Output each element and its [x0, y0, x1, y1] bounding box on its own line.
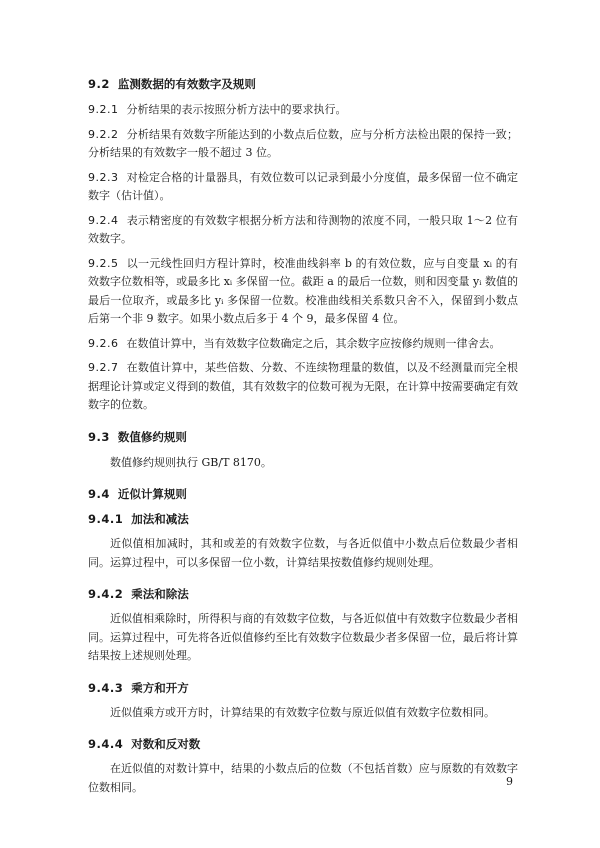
clause-number: 9.2.3	[88, 170, 119, 184]
section-heading-9-4	[88, 486, 518, 502]
clause-9-2-7	[88, 359, 518, 415]
clause-text: 表示精密度的有效数字根据分析方法和待测物的浓度不同，一般只取 1～2 位有效数字。	[88, 213, 518, 245]
clause-9-2-2	[88, 126, 518, 163]
subsection-body-9-4-1: 近似值相加减时，其和或差的有效数字位数，与各近似值中小数点后位数最少者相同。运算过程中，可以多保留一位小数，计算结果按数值修约规则处理。	[88, 537, 518, 569]
subsection-heading-9-4-3	[88, 680, 518, 696]
section-heading-9-2	[88, 76, 518, 92]
subsection-title: 加法和减法	[131, 512, 189, 526]
clause-text: 分析结果有效数字所能达到的小数点后位数，应与分析方法检出限的保持一致；分析结果的有效数字一般不超过 3 位。	[88, 127, 518, 159]
subsection-number: 9.4.1	[88, 512, 124, 526]
subsection-title: 乘方和开方	[131, 680, 189, 695]
clause-number: 9.2.7	[88, 361, 119, 374]
clause-number: 9.2.2	[88, 127, 119, 141]
clause-text: 在数值计算中，某些倍数、分数、不连续物理量的数值，以及不经测量而完全根据理论计算或定义得到的数值，其有效数字的位数可视为无限，在计算中按需要确定有效数字的位数。	[88, 361, 518, 411]
subsection-heading-9-4-1	[88, 511, 518, 527]
subsection-number: 9.4.3	[88, 680, 124, 695]
section-title: 数值修约规则	[117, 429, 187, 444]
clause-text: 在数值计算中，当有效数字位数确定之后，其余数字应按修约规则一律舍去。	[126, 336, 501, 350]
subsection-body-9-4-4: 在近似值的对数计算中，结果的小数点后的位数（不包括首数）应与原数的有效数字位数相同。	[88, 762, 518, 794]
clause-9-2-5	[88, 255, 518, 329]
section-heading-9-3	[88, 429, 518, 445]
clause-number: 9.2.5	[88, 256, 119, 270]
section-body-9-3: 数值修约规则执行 GB/T 8170。	[110, 455, 272, 469]
document-page	[88, 76, 518, 803]
clause-9-2-3	[88, 169, 518, 206]
section-number: 9.4	[88, 487, 110, 501]
clause-9-2-1	[88, 101, 518, 120]
clause-text: 以一元线性回归方程计算时，校准曲线斜率 b 的有效位数，应与自变量 xᵢ 的有效数字位数相等，或最多比 xᵢ 多保留一位。截距 a 的最后一位数，则和因变量 yᵢ 数值的最后一位取齐，或最多比 yᵢ 多保留一位数。校准曲线相关系数只舍不入，保留到小数点后第一个非 9 数字。如果小数点后多于 4 个 9，最多保留 4 位。	[88, 256, 518, 325]
section-title: 近似计算规则	[117, 487, 187, 501]
subsection-body-9-4-2: 近似值相乘除时，所得积与商的有效数字位数，与各近似值中有效数字位数最少者相同。运算过程中，可先将各近似值修约至比有效数字位数最少者多保留一位，最后将计算结果按上述规则处理。	[88, 612, 518, 662]
subsection-title: 对数和反对数	[131, 737, 201, 751]
subsection-number: 9.4.4	[88, 737, 124, 751]
subsection-title: 乘法和除法	[131, 587, 189, 601]
section-number: 9.2	[88, 77, 110, 91]
section-title: 监测数据的有效数字及规则	[117, 77, 256, 91]
clause-number: 9.2.6	[88, 336, 119, 350]
page-number: 9	[506, 775, 513, 788]
clause-number: 9.2.1	[88, 103, 119, 116]
clause-text: 分析结果的表示按照分析方法中的要求执行。	[126, 103, 347, 116]
clause-text: 对检定合格的计量器具，有效位数可以记录到最小分度值，最多保留一位不确定数字（估计值）。	[88, 170, 518, 202]
subsection-number: 9.4.2	[88, 587, 124, 601]
section-number: 9.3	[88, 429, 110, 444]
subsection-heading-9-4-4	[88, 736, 518, 752]
clause-9-2-4	[88, 212, 518, 249]
clause-9-2-6	[88, 335, 518, 354]
clause-number: 9.2.4	[88, 213, 119, 227]
subsection-heading-9-4-2	[88, 586, 518, 602]
subsection-body-9-4-3: 近似值乘方或开方时，计算结果的有效数字位数与原近似值有效数字位数相同。	[110, 705, 495, 719]
